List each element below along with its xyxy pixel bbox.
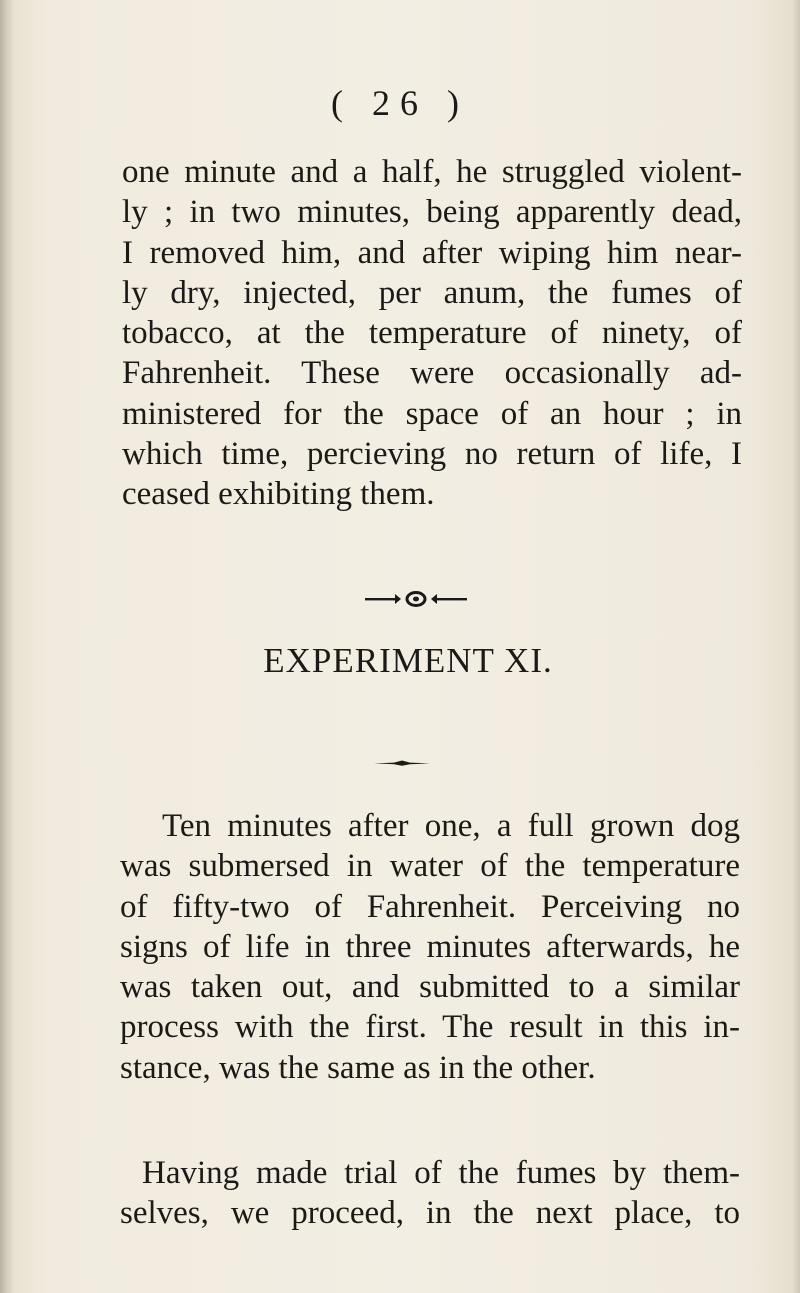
text-line: ly dry, injected, per anum, the fumes of bbox=[122, 274, 742, 311]
text-line: one minute and a half, he struggled violent- bbox=[122, 154, 742, 190]
text-line: ceased exhibiting them. bbox=[122, 476, 435, 513]
text-line: was submersed in water of the temperature bbox=[120, 848, 740, 885]
paragraph-1 bbox=[122, 152, 742, 515]
ornament-divider-icon bbox=[365, 591, 467, 607]
text-line: process with the first. The result in this in- bbox=[120, 1009, 740, 1046]
page-number: ( 26 ) bbox=[331, 83, 469, 123]
text-line: selves, we proceed, in the next place, to bbox=[120, 1195, 740, 1232]
text-line: Fahrenheit. These were occasionally ad- bbox=[122, 355, 742, 392]
text-line: signs of life in three minutes afterwards, he bbox=[120, 928, 740, 965]
text-line: ministered for the space of an hour ; in bbox=[122, 395, 742, 432]
section-rule-icon bbox=[374, 760, 430, 766]
section-heading: EXPERIMENT XI. bbox=[263, 641, 553, 680]
text-line: Having made trial of the fumes by them- bbox=[142, 1155, 740, 1191]
paragraph-3 bbox=[120, 1153, 740, 1234]
paragraph-2 bbox=[120, 806, 740, 1088]
text-line: ly ; in two minutes, being apparently dead, bbox=[122, 194, 742, 231]
text-line: I removed him, and after wiping him near- bbox=[122, 234, 742, 271]
text-line: which time, percieving no return of life, I bbox=[122, 436, 742, 473]
text-line: tobacco, at the temperature of ninety, of bbox=[122, 315, 742, 352]
text-line: was taken out, and submitted to a similar bbox=[120, 969, 740, 1006]
text-line: of fifty-two of Fahrenheit. Perceiving no bbox=[120, 888, 740, 925]
text-line: Ten minutes after one, a full grown dog bbox=[162, 808, 740, 844]
text-line: stance, was the same as in the other. bbox=[120, 1049, 596, 1086]
